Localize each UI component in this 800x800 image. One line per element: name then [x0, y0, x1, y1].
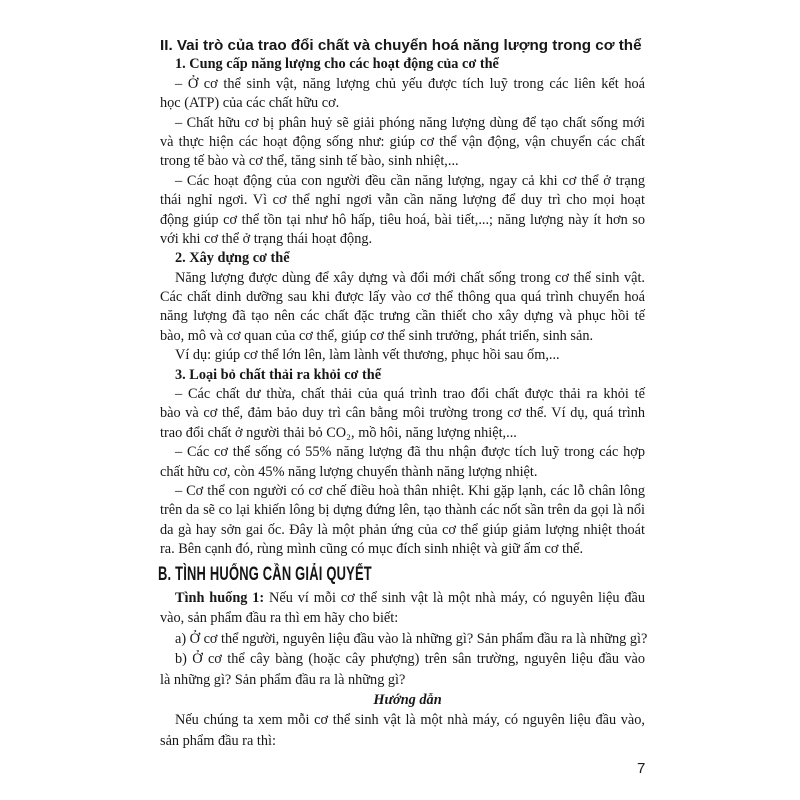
paragraph — [160, 114, 645, 172]
text-line: Năng lượng được dùng để xây dựng và đổi mới chất sống trong cơ thể sinh vật. — [175, 269, 645, 286]
text-line: trao đổi chất ở người thải bỏ CO₂, mồ hôi, năng lượng nhiệt,... — [160, 424, 517, 441]
text-line: chất hữu cơ, còn 45% năng lượng chuyển thành năng lượng nhiệt. — [160, 463, 538, 480]
text-line: Nếu chúng ta xem mỗi cơ thể sinh vật là một nhà máy, có nguyên liệu đầu vào, — [175, 712, 645, 729]
text-line: – Chất hữu cơ bị phân huỷ sẽ giải phóng năng lượng dùng để tạo chất sống mới — [175, 114, 645, 131]
text-line: và thực hiện các hoạt động sống như: giúp cơ thể vận động, vận chuyển các chất — [160, 133, 645, 150]
subsection-heading: 1. Cung cấp năng lượng cho các hoạt động của cơ thể — [175, 56, 499, 73]
paragraph — [160, 482, 645, 560]
question-a — [160, 629, 648, 649]
text-line: – Các chất dư thừa, chất thải của quá trình trao đổi chất được thải ra khỏi tế — [175, 386, 645, 403]
text-line: ra. Bên cạnh đó, rùng mình cũng có mục đích sinh nhiệt và giữ ấm cơ thể. — [160, 541, 584, 558]
text-line — [160, 588, 645, 608]
guide-heading: Hướng dẫn — [373, 691, 442, 708]
text-line: năng lượng đã tạo nên các chất đặc trưng cần thiết cho xây dựng và phục hồi tế — [160, 308, 645, 325]
text-line: trên da sẽ co lại khiến lông bị dựng đứng lên, tạo thành các nốt sần trên da gọi là nổi — [160, 502, 645, 519]
paragraph — [160, 385, 645, 443]
section-ii — [160, 36, 645, 560]
text-line: – Cơ thể con người có cơ chế điều hoà thân nhiệt. Khi gặp lạnh, các lỗ chân lông — [175, 482, 645, 499]
section-b — [160, 588, 648, 751]
text-line: học (ATP) của các chất hữu cơ. — [160, 95, 340, 112]
text-line: da gà hay sởn gai ốc. Đây là một phản ứng của cơ thể giúp giảm lượng nhiệt thoát — [160, 521, 645, 538]
text-line: Ví dụ: giúp cơ thể lớn lên, làm lành vết thương, phục hồi sau ốm,... — [175, 347, 560, 364]
text-line: bào và cơ thể, đảm bảo duy trì cân bằng môi trường trong cơ thể. Ví dụ, quá trình — [160, 405, 645, 422]
page-number: 7 — [637, 760, 646, 777]
section-title: II. Vai trò của trao đổi chất và chuyển hoá năng lượng trong cơ thể — [160, 37, 642, 54]
text-line: trong tế bào và cơ thể, tăng sinh tế bào, sinh nhiệt,... — [160, 153, 459, 170]
text-line: bào, mô và cơ quan của cơ thể, giúp cơ thể sinh trưởng, phát triển, sinh sản. — [160, 327, 594, 344]
paragraph — [160, 172, 645, 250]
situation-text: Nếu ví mỗi cơ thể sinh vật là một nhà máy, có nguyên liệu đầu — [269, 590, 645, 606]
text-line: – Các hoạt động của con người đều cần năng lượng, ngay cả khi cơ thể ở trạng — [175, 172, 645, 189]
text-line: b) Ở cơ thể cây bàng (hoặc cây phượng) trên sân trường, nguyên liệu đầu vào — [175, 651, 645, 668]
paragraph — [160, 269, 645, 347]
text-line: – Các cơ thể sống có 55% năng lượng đã thu nhận được tích luỹ trong các hợp — [175, 444, 645, 461]
subsection-heading: 3. Loại bỏ chất thải ra khỏi cơ thể — [175, 366, 382, 383]
section-b-heading-text: B. TÌNH HUỐNG CẦN GIẢI QUYẾT — [158, 564, 372, 585]
subsection-heading: 2. Xây dựng cơ thể — [175, 250, 290, 267]
text-line: sản phẩm đầu ra thì: — [160, 732, 276, 749]
paragraph — [160, 443, 645, 482]
paragraph — [160, 346, 645, 365]
text-line: là những gì? Sản phẩm đầu ra là những gì? — [160, 671, 406, 688]
text-line: với khi cơ thể ở trạng thái hoạt động. — [160, 230, 373, 247]
question-b — [160, 649, 645, 690]
text-line: vào, sản phẩm đầu ra thì em hãy cho biết: — [160, 610, 399, 627]
situation-1 — [160, 588, 645, 629]
guide-paragraph — [160, 710, 645, 751]
text-line: động giúp cơ thể tồn tại như hô hấp, tiêu hoá, bài tiết,...; năng lượng này ít hơn so — [160, 211, 645, 228]
situation-label: Tình huống 1: — [175, 590, 265, 606]
section-b-heading — [158, 562, 473, 588]
text-line: thái nghỉ ngơi. Vì cơ thể nghỉ ngơi vẫn cần năng lượng để duy trì cho mọi hoạt — [160, 192, 645, 209]
paragraph — [160, 75, 645, 114]
text-line: a) Ở cơ thể người, nguyên liệu đầu vào là những gì? Sản phẩm đầu ra là những gì? — [175, 630, 648, 647]
text-line: – Ở cơ thể sinh vật, năng lượng chủ yếu được tích luỹ trong các liên kết hoá — [175, 75, 645, 92]
text-line: Các chất dinh dưỡng sau khi được lấy vào cơ thể thông qua quá trình chuyển hoá — [160, 289, 645, 306]
